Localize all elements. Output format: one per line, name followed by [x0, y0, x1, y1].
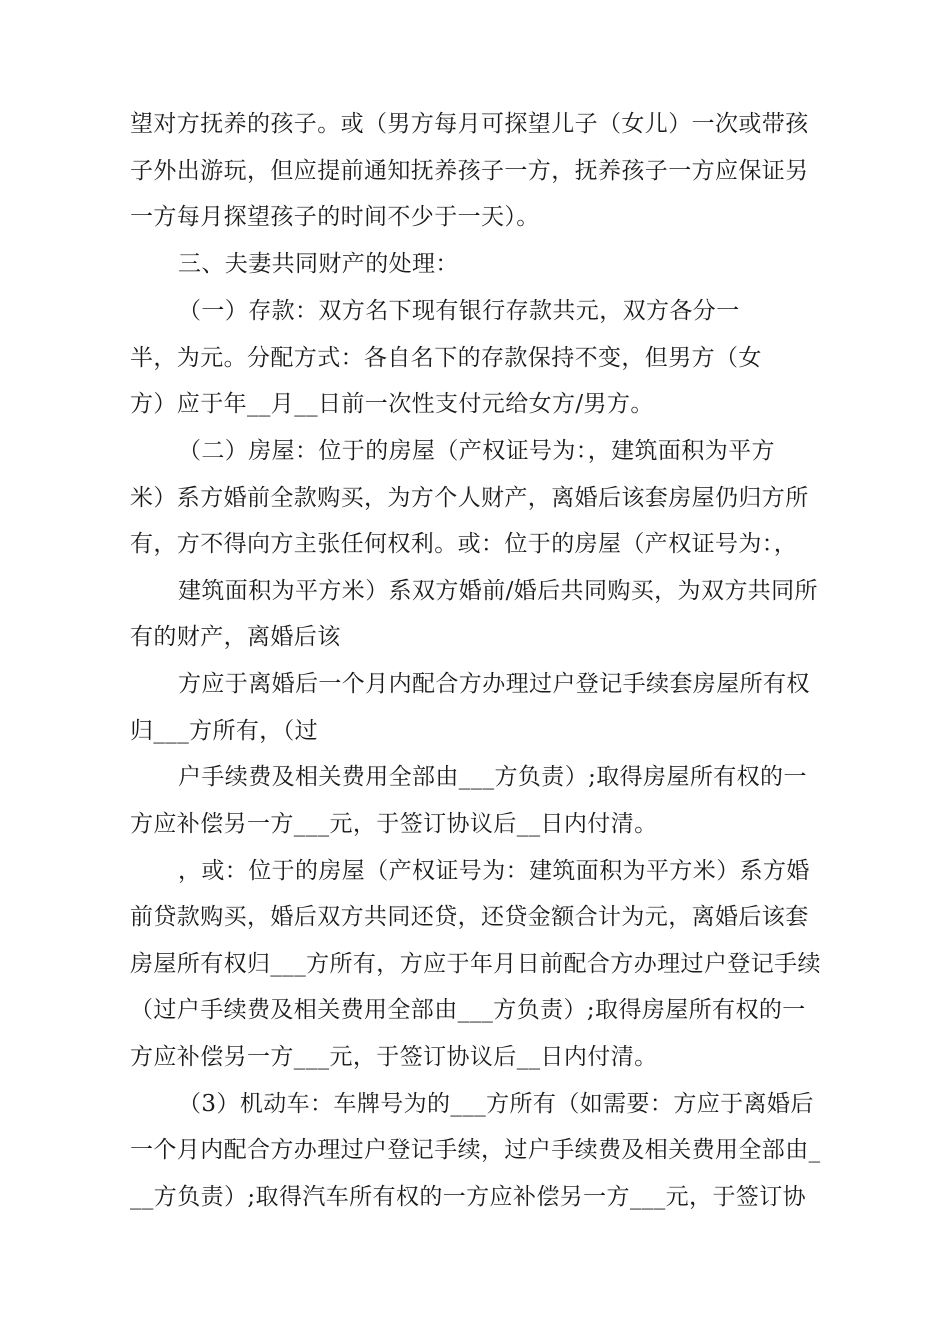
text-line: 前贷款购买，婚后双方共同还贷，还贷金额合计为元，离婚后该套 — [130, 904, 809, 930]
section-heading: 三、夫妻共同财产的处理： — [178, 251, 459, 277]
text-line: 一方每月探望孩子的时间不少于一天）。 — [130, 204, 540, 230]
text-line: 方应于离婚后一个月内配合方办理过户登记手续套房屋所有权 — [178, 671, 810, 697]
text-line: 有，方不得向方主张任何权利。或：位于的房屋（产权证号为：， — [130, 531, 798, 557]
text-line: 建筑面积为平方米）系双方婚前/婚后共同购买，为双方共同所 — [178, 578, 818, 604]
text-line: 方应补偿另一方___元，于签订协议后__日内付清。 — [130, 1044, 658, 1070]
text-line: （二）房屋：位于的房屋（产权证号为：，建筑面积为平方 — [178, 438, 775, 464]
text-line: __方负责）;取得汽车所有权的一方应补偿另一方___元，于签订协 — [130, 1184, 807, 1210]
text-line: （一）存款：双方名下现有银行存款共元，双方各分一 — [178, 298, 740, 324]
text-line: 房屋所有权归___方所有，方应于年月日前配合方办理过户登记手续 — [130, 951, 821, 977]
text-line: 方应补偿另一方___元，于签订协议后__日内付清。 — [130, 811, 658, 837]
text-line: 子外出游玩，但应提前通知抚养孩子一方，抚养孩子一方应保证另 — [130, 158, 809, 184]
text-line: ，或：位于的房屋（产权证号为：建筑面积为平方米）系方婚 — [178, 858, 810, 884]
text-line: 米）系方婚前全款购买，为方个人财产，离婚后该套房屋仍归方所 — [130, 485, 809, 511]
text-line: 有的财产，离婚后该 — [130, 624, 341, 650]
text-line: （过户手续费及相关费用全部由___方负责）;取得房屋所有权的一 — [130, 997, 806, 1023]
text-line: 半，为元。分配方式：各自名下的存款保持不变，但男方（女 — [130, 345, 762, 371]
text-line: 方）应于年__月__日前一次性支付元给女方/男方。 — [130, 391, 654, 417]
text-line: 一个月内配合方办理过户登记手续，过户手续费及相关费用全部由_ — [130, 1137, 821, 1163]
text-line: （3）机动车：车牌号为的___方所有（如需要：方应于离婚后 — [178, 1091, 814, 1117]
text-line: 户手续费及相关费用全部由___方负责）;取得房屋所有权的一 — [178, 764, 807, 790]
text-line: 归___方所有，（过 — [130, 718, 318, 744]
text-line: 望对方抚养的孩子。或（男方每月可探望儿子（女儿）一次或带孩 — [130, 111, 809, 137]
